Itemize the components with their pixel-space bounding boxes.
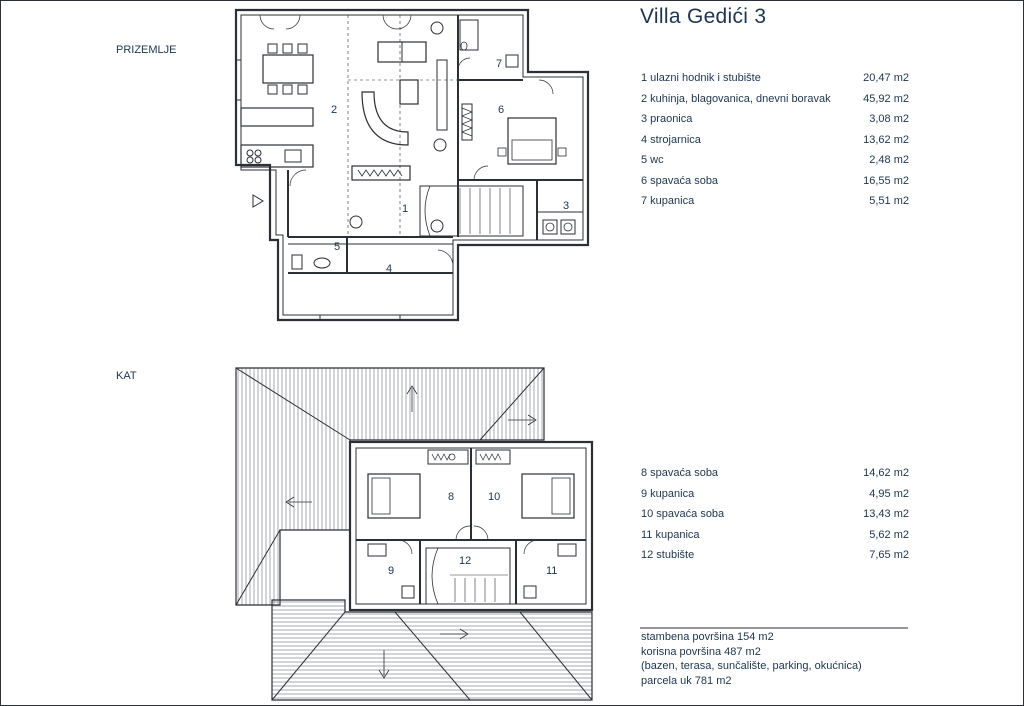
summary-line-plot: parcela uk 781 m2: [641, 674, 732, 687]
area-summary: [641, 630, 862, 688]
room-area: 45,92 m2: [863, 92, 909, 105]
room-area: 3,08 m2: [869, 113, 909, 125]
room-area: 14,62 m2: [863, 467, 909, 479]
room-number: 3: [563, 200, 570, 212]
summary-line-usable-area: korisna površina 487 m2: [641, 645, 761, 658]
room-name: 7 kupanica: [641, 195, 695, 207]
room-number: 1: [402, 203, 409, 215]
room-area: 20,47 m2: [863, 72, 909, 84]
room-name: 4 strojarnica: [641, 133, 701, 146]
room-number: 6: [498, 104, 505, 116]
summary-line-usable-note: (bazen, terasa, sunčalište, parking, okućnica): [641, 660, 862, 673]
room-area: 13,62 m2: [863, 133, 909, 146]
room-number: 2: [331, 104, 338, 116]
room-name: 3 praonica: [641, 113, 693, 125]
room-number: 7: [496, 58, 503, 70]
room-name: 10 spavaća soba: [641, 508, 725, 520]
room-number: 10: [488, 491, 501, 503]
upper-room-table: [641, 467, 911, 567]
room-name: 6 spavaća soba: [641, 174, 719, 187]
room-name: 12 stubište: [641, 549, 695, 561]
ground-floor-label: PRIZEMLJE: [116, 44, 177, 56]
room-name: 11 kupanica: [641, 528, 700, 541]
room-number: 4: [386, 263, 393, 275]
page-title: Villa Gedići 3: [640, 5, 767, 28]
upper-floor-label: KAT: [116, 370, 137, 382]
room-number: 8: [448, 491, 455, 503]
room-area: 4,95 m2: [869, 487, 909, 500]
room-area: 2,48 m2: [869, 154, 909, 166]
ground-room-table: [641, 72, 911, 212]
summary-line-living-area: stambena površina 154 m2: [641, 631, 774, 643]
room-number: 11: [546, 565, 558, 577]
room-name: 2 kuhinja, blagovanica, dnevni boravak: [641, 92, 831, 105]
room-area: 5,51 m2: [869, 195, 909, 207]
room-name: 5 wc: [641, 154, 664, 166]
room-number: 12: [459, 555, 472, 567]
room-number: 5: [334, 241, 341, 253]
room-number: 9: [388, 565, 395, 577]
room-name: 1 ulazni hodnik i stubište: [641, 72, 761, 84]
room-name: 8 spavaća soba: [641, 467, 719, 479]
summary-divider: [640, 627, 910, 629]
room-area: 5,62 m2: [869, 528, 909, 541]
room-area: 13,43 m2: [863, 508, 909, 520]
room-name: 9 kupanica: [641, 487, 695, 500]
room-area: 7,65 m2: [869, 549, 909, 561]
room-area: 16,55 m2: [863, 174, 909, 187]
